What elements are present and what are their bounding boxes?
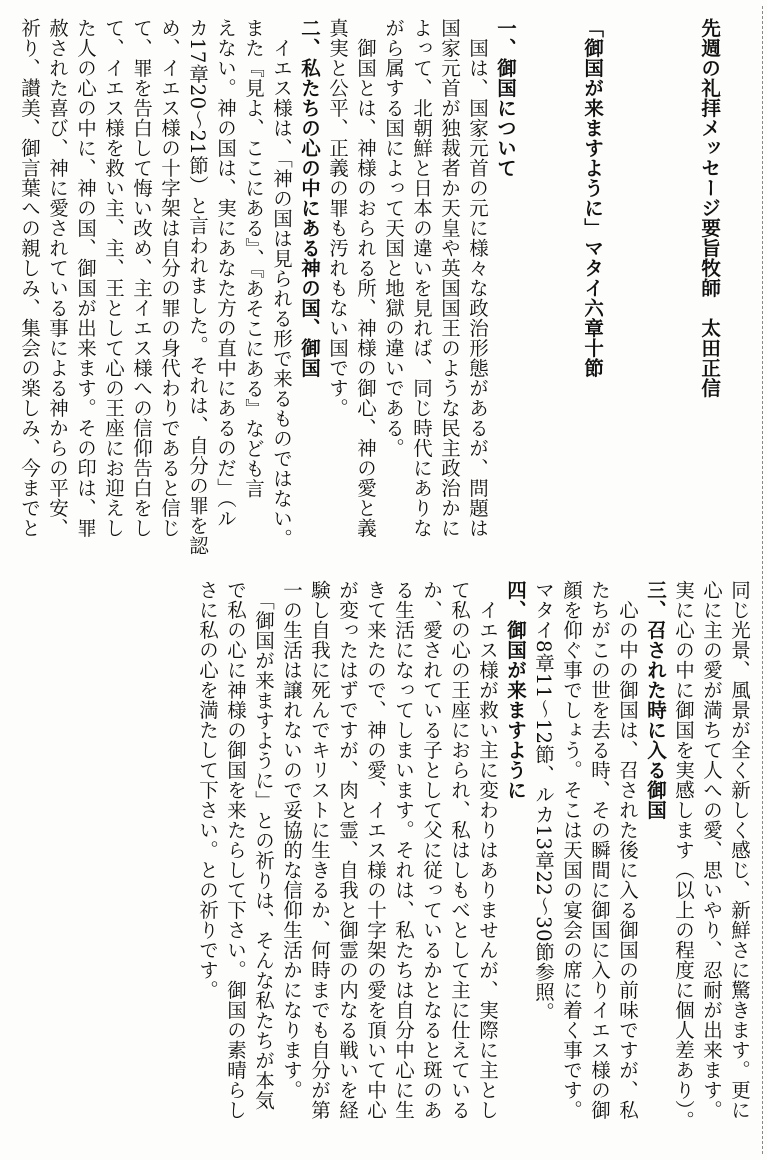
- text-line: て、イエス様を救い主、主、王として心の王座にお迎えし: [102, 18, 125, 538]
- text-line: また『見よ、ここにある』、『あそこにある』なども言: [242, 18, 265, 499]
- text-line: て私の心の王座におられ、私はしもべとして主に仕えている: [448, 580, 471, 1120]
- text-line: 御国とは、神様のおられる所、神様の御心、神の愛と義: [354, 18, 377, 538]
- text-line: マタイ8章11～12節、ルカ13章22～30節参照。: [532, 580, 555, 1022]
- upper-section: [14, 18, 753, 563]
- text-line: 国家元首が独裁者か天皇や英国国王のような民主政治かに: [438, 18, 461, 538]
- pastor-name: 牧師 太田正信: [698, 258, 722, 398]
- text-line: が変ったはずですが、肉と霊、自我と御霊の内なる戦いを経: [336, 580, 359, 1120]
- text-line: 顔を仰ぐ事でしょう。そこは天国の宴会の席に着く事です。: [560, 580, 583, 1120]
- text-line: イエス様が救い主に変わりはありませんが、実際に主とし: [476, 580, 499, 1120]
- section-heading: 四、御国が来ますように: [504, 580, 527, 800]
- text-line: さに私の心を満たして下さい。との祈りです。: [196, 580, 219, 1000]
- text-line: たちがこの世を去る時、その瞬間に御国に入りイエス様の御: [588, 580, 611, 1120]
- lower-section: [14, 580, 753, 1140]
- text-line: て、罪を告白して悔い改め、主イエス様への信仰告白をし: [130, 18, 153, 538]
- text-line: カ17章20～21節）と言われました。それは、自分の罪を認: [186, 18, 209, 556]
- section-heading: 一、御国について: [494, 18, 517, 178]
- text-line: 「御国が来ますように」との祈りは、そんな私たちが本気: [252, 580, 275, 1111]
- text-line: イエス様は、「神の国は見られる形で来るものではない。: [270, 18, 293, 549]
- text-line: 同じ光景、風景が全く新しく感じ、新鮮さに驚きます。更に: [728, 580, 751, 1120]
- text-line: 一の生活は譲れないので妥協的な信仰生活かになります。: [280, 580, 303, 1100]
- text-line: 実に心の中に御国を実感します（以上の程度に個人差あり）。: [672, 580, 695, 1131]
- text-line: で私の心に神様の御国を来たらして下さい。御国の素晴らし: [224, 580, 247, 1120]
- section-heading: 三、召された時に入る御国: [644, 580, 667, 820]
- text-line: よって、北朝鮮と日本の違いを見れば、同じ時代にありな: [410, 18, 433, 538]
- text-line: 真実と公平、正義の罪も汚れもない国です。: [326, 18, 349, 418]
- text-line: 国は、国家元首の元に様々な政治形態があるが、問題は: [466, 18, 489, 538]
- message-heading-line: [665, 18, 753, 563]
- text-line: 心に主の愛が満ちて人への愛、思いやり、忍耐が出来ます。: [700, 580, 723, 1120]
- text-line: 祈り、讃美、御言葉への親しみ、集会の楽しみ、今までと: [18, 18, 41, 538]
- section-heading: 二、私たちの心の中にある神の国、御国: [298, 18, 321, 378]
- text-line: め、イエス様の十字架は自分の罪の身代わりであると信じ: [158, 18, 181, 538]
- text-line: か、愛されている子として父に従っているかとなると斑のあ: [420, 580, 443, 1120]
- text-line: がら属する国によって天国と地獄の違いである。: [382, 18, 405, 458]
- dashed-margin-rule: [762, 6, 763, 1154]
- text-line: 験し自我に死んでキリストに生きるか、何時までも自分が第: [308, 580, 331, 1120]
- text-line: る生活になってしまいます。それは、私たちは自分中心に生: [392, 580, 415, 1120]
- text-line: 赦された喜び、神に愛されている事による神からの平安、: [46, 18, 69, 538]
- message-title-line: [519, 18, 665, 563]
- message-title: 「御国が来ますように」: [581, 18, 605, 238]
- text-line: 心の中の御国は、召された後に入る御国の前味ですが、私: [616, 580, 639, 1120]
- text-line: た人の心の中に、神の国、御国が出来ます。その印は、罪: [74, 18, 97, 538]
- scripture-reference: マタイ六章十節: [581, 238, 605, 378]
- message-heading: 先週の礼拝メッセージ要旨: [698, 18, 722, 258]
- text-line: えない。神の国は、実にあなた方の直中にあるのだ」（ル: [214, 18, 237, 529]
- text-line: きて来たので、神の愛、イエス様の十字架の愛を頂いて中心: [364, 580, 387, 1120]
